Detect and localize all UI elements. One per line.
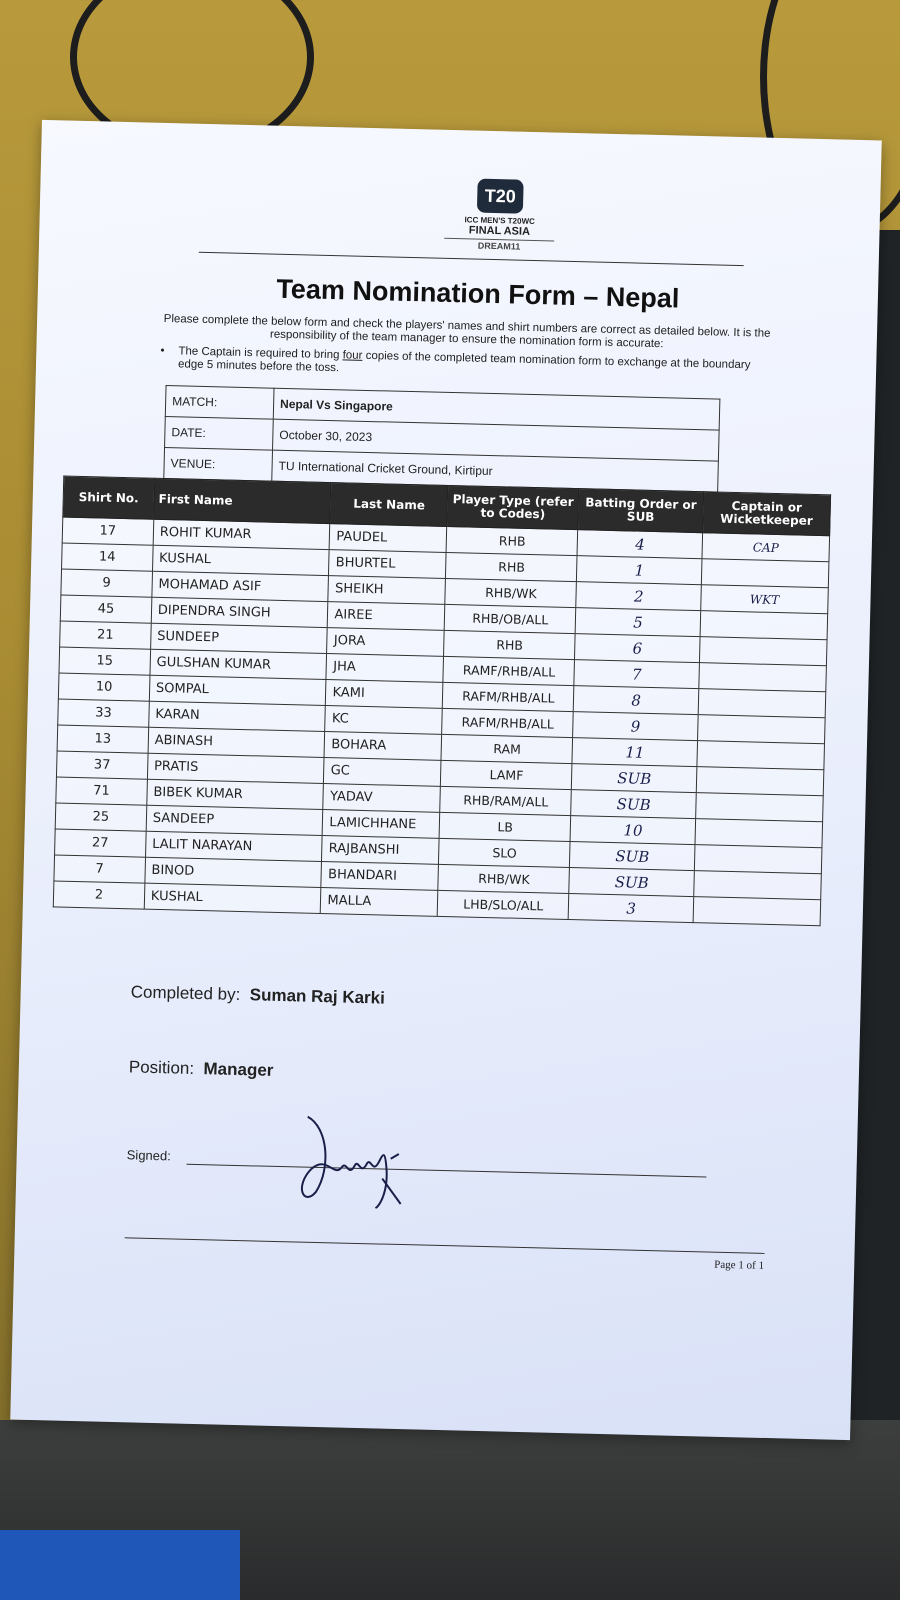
header-player-type: Player Type (refer to Codes) [447,485,579,529]
shirt-no-cell: 33 [58,699,149,727]
instruction-underlined: four [342,349,363,362]
shirt-no-cell: 9 [61,569,152,597]
batting-order-cell: SUB [569,868,694,897]
first-name-cell: SOMPAL [149,675,326,705]
header-captain-wicketkeeper: Captain or Wicketkeeper [703,492,831,536]
first-name-cell: SUNDEEP [150,623,327,653]
shirt-no-cell: 13 [57,725,148,753]
first-name-cell: BIBEK KUMAR [147,779,324,809]
header-batting-order: Batting Order or SUB [578,489,704,533]
captain-wicketkeeper-cell: CAP [702,533,830,562]
last-name-cell: MALLA [321,887,439,916]
venue-label: VENUE: [164,448,273,482]
first-name-cell: LALIT NARAYAN [145,831,322,861]
batting-order-cell: 9 [573,712,698,741]
page-number: Page 1 of 1 [714,1258,765,1272]
player-type-cell: RAFM/RHB/ALL [442,708,574,737]
shirt-no-cell: 15 [59,647,150,675]
captain-wicketkeeper-cell [700,637,828,666]
signed-label: Signed: [126,1147,172,1164]
player-type-cell: RHB [446,526,578,555]
shirt-no-cell: 14 [62,543,153,571]
last-name-cell: YADAV [323,784,441,813]
captain-wicketkeeper-cell [699,663,827,692]
captain-wicketkeeper-cell [701,559,829,588]
handwritten-signature [286,1106,418,1209]
player-type-cell: RAFM/RHB/ALL [443,682,575,711]
instruction-post: copies of the completed team nomination form to exchange at the boundary edge 5 minutes before the toss. [177,349,751,375]
completed-by-value: Suman Raj Karki [249,985,386,1008]
batting-order-cell: 8 [574,686,699,715]
last-name-cell: PAUDEL [330,524,448,553]
last-name-cell: SHEIKH [328,576,446,605]
first-name-cell: KARAN [149,701,326,731]
player-type-cell: RHB/WK [438,864,570,893]
completed-by-label: Completed by: [130,982,241,1005]
batting-order-cell: 7 [574,660,699,689]
shirt-no-cell: 2 [53,881,144,909]
header-rule [199,252,744,266]
player-type-cell: SLO [439,838,571,867]
last-name-cell: KC [325,706,443,735]
captain-wicketkeeper-cell [700,611,828,640]
logo-line-2: FINAL ASIA [468,224,531,238]
signature-line [187,1164,707,1178]
first-name-cell: BINOD [145,857,322,887]
player-roster-table [53,476,831,927]
last-name-cell: BHANDARI [321,861,439,890]
captain-wicketkeeper-cell: WKT [701,585,829,614]
logo-line-1: ICC MEN'S T20WC [464,215,535,227]
first-name-cell: SANDEEP [146,805,323,835]
shirt-no-cell: 37 [56,751,147,779]
batting-order-cell: 3 [568,894,693,923]
captain-wicketkeeper-cell [698,689,826,718]
captain-wicketkeeper-cell [697,741,825,770]
instruction-pre: The Captain is required to bring [178,345,343,362]
captain-wicketkeeper-cell [693,897,821,926]
first-name-cell: MOHAMAD ASIF [152,571,329,601]
last-name-cell: BHURTEL [329,550,447,579]
first-name-cell: GULSHAN KUMAR [150,649,327,679]
t20-logo-icon: T20 [477,179,524,214]
player-type-cell: RHB [444,630,576,659]
captain-wicketkeeper-cell [696,793,824,822]
match-label: MATCH: [165,386,274,420]
header-first-name: First Name [154,478,332,523]
header-last-name: Last Name [330,483,448,527]
player-type-cell: LHB/SLO/ALL [438,890,570,919]
roster-body [53,517,829,926]
captain-wicketkeeper-cell [694,845,822,874]
first-name-cell: KUSHAL [152,545,329,575]
player-type-cell: RHB/OB/ALL [445,604,577,633]
blue-object [0,1530,240,1600]
position-label: Position: [128,1057,195,1078]
first-name-cell: DIPENDRA SINGH [151,597,328,627]
batting-order-cell: 1 [577,556,702,585]
nomination-form-paper [10,120,882,1440]
date-label: DATE: [165,417,274,451]
shirt-no-cell: 17 [62,517,153,545]
batting-order-cell: 5 [575,608,700,637]
captain-wicketkeeper-cell [698,715,826,744]
player-type-cell: RHB/RAM/ALL [440,786,572,815]
player-type-cell: RAMF/RHB/ALL [443,656,575,685]
player-type-cell: RAM [441,734,573,763]
first-name-cell: ROHIT KUMAR [153,519,330,549]
player-type-cell: LAMF [441,760,573,789]
batting-order-cell: 11 [572,738,697,767]
captain-wicketkeeper-cell [694,871,822,900]
last-name-cell: BOHARA [324,732,442,761]
venue-value: TU International Cricket Ground, Kirtipur [272,450,719,492]
logo-sponsor: DREAM11 [444,238,554,253]
first-name-cell: ABINASH [148,727,325,757]
form-intro: Please complete the below form and check the players' names and shirt numbers are correct as detailed below. It is the responsibility of the team manager to ensure the nomination form is accurate: [163,312,771,351]
first-name-cell: PRATIS [147,753,324,783]
footer-rule [125,1237,765,1254]
match-value: Nepal Vs Singapore [273,388,720,430]
shirt-no-cell: 71 [56,777,147,805]
batting-order-cell: SUB [572,764,697,793]
player-type-cell: LB [439,812,571,841]
batting-order-cell: SUB [571,790,696,819]
batting-order-cell: 6 [575,634,700,663]
batting-order-cell: 10 [570,816,695,845]
batting-order-cell: SUB [570,842,695,871]
shirt-no-cell: 10 [58,673,149,701]
last-name-cell: LAMICHHANE [323,810,441,839]
match-info-table [163,385,720,493]
last-name-cell: AIREE [328,602,446,631]
player-type-cell: RHB/WK [445,578,577,607]
last-name-cell: RAJBANSHI [322,836,440,865]
shirt-no-cell: 21 [60,621,151,649]
captain-wicketkeeper-cell [696,767,824,796]
player-type-cell: RHB [446,552,578,581]
shirt-no-cell: 7 [54,855,145,883]
last-name-cell: JHA [326,654,444,683]
shirt-no-cell: 45 [60,595,151,623]
first-name-cell: KUSHAL [144,883,321,913]
completed-by [130,982,385,1008]
last-name-cell: KAMI [326,680,444,709]
date-value: October 30, 2023 [273,419,720,461]
header-shirt-no: Shirt No. [63,476,155,519]
shirt-no-cell: 25 [55,803,146,831]
last-name-cell: JORA [327,628,445,657]
tournament-logo [444,178,556,253]
position-value: Manager [203,1059,274,1080]
shirt-no-cell: 27 [55,829,146,857]
captain-wicketkeeper-cell [695,819,823,848]
form-title: Team Nomination Form – Nepal [276,273,680,314]
batting-order-cell: 4 [577,530,702,559]
batting-order-cell: 2 [576,582,701,611]
last-name-cell: GC [324,758,442,787]
position [129,1057,274,1081]
